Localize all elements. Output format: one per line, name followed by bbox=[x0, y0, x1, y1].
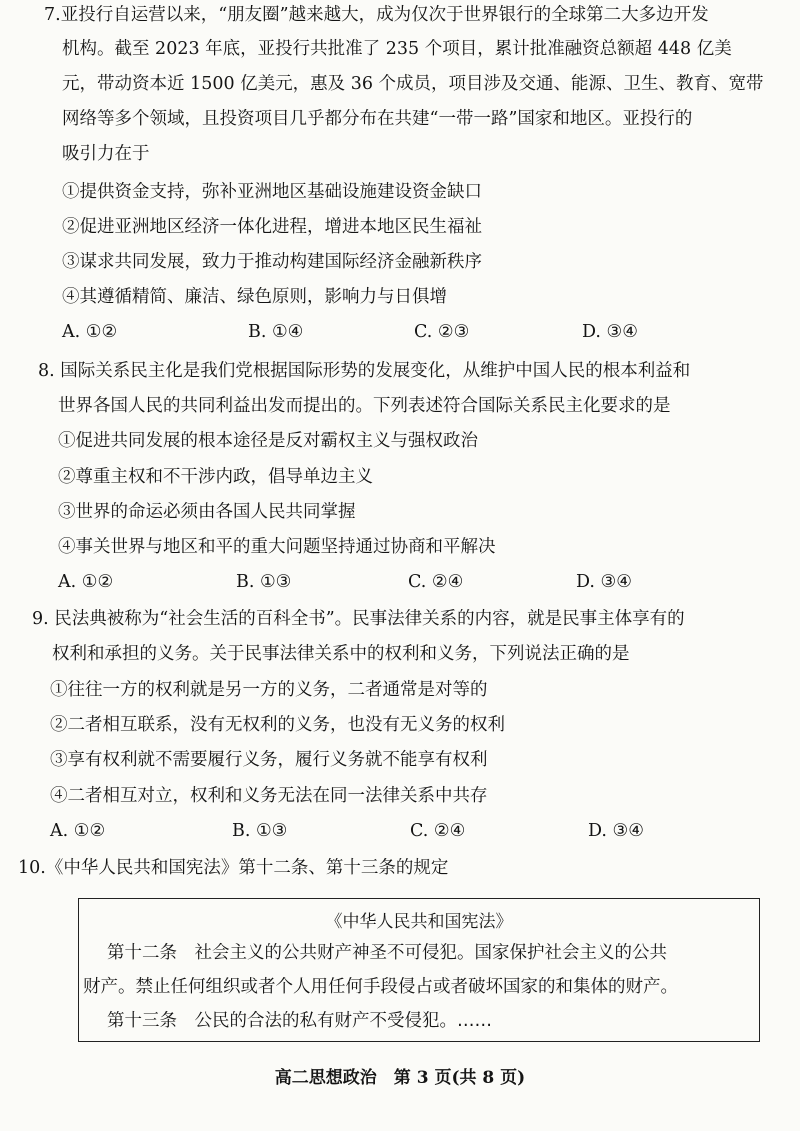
constitution-excerpt-box bbox=[78, 898, 760, 1042]
q9-statement: ④二者相互对立，权利和义务无法在同一法律关系中共存 bbox=[50, 786, 488, 806]
q7-stem-line: 机构。截至 2023 年底，亚投行共批准了 235 个项目，累计批准融资总额超 448 亿美 bbox=[62, 39, 732, 59]
excerpt-line: 财产。禁止任何组织或者个人用任何手段侵占或者破坏国家的和集体的财产。 bbox=[83, 977, 678, 997]
q9-statement: ②二者相互联系，没有无权利的义务，也没有无义务的权利 bbox=[50, 715, 505, 735]
excerpt-title: 《中华人民共和国宪法》 bbox=[325, 912, 513, 932]
q7-statement: ②促进亚洲地区经济一体化进程，增进本地区民生福祉 bbox=[62, 217, 482, 237]
q10-stem: 10.《中华人民共和国宪法》第十二条、第十三条的规定 bbox=[18, 858, 449, 878]
q8-statement: ④事关世界与地区和平的重大问题坚持通过协商和平解决 bbox=[58, 537, 496, 557]
q7-statement: ④其遵循精简、廉洁、绿色原则，影响力与日俱增 bbox=[62, 287, 447, 307]
q8-stem-line: 世界各国人民的共同利益出发而提出的。下列表述符合国际关系民主化要求的是 bbox=[58, 396, 671, 416]
q9-option-d[interactable]: D. ③④ bbox=[588, 821, 644, 841]
q8-statement: ②尊重主权和不干涉内政，倡导单边主义 bbox=[58, 467, 373, 487]
q9-stem-line: 权利和承担的义务。关于民事法律关系中的权利和义务，下列说法正确的是 bbox=[52, 644, 630, 664]
q8-stem-line: 8. 国际关系民主化是我们党根据国际形势的发展变化，从维护中国人民的根本利益和 bbox=[38, 361, 691, 381]
q8-option-c[interactable]: C. ②④ bbox=[408, 572, 464, 592]
q7-options bbox=[62, 321, 762, 343]
q9-option-c[interactable]: C. ②④ bbox=[410, 821, 466, 841]
q7-stem-line: 网络等多个领域，且投资项目几乎都分布在共建“一带一路”国家和地区。亚投行的 bbox=[62, 109, 693, 129]
q8-option-d[interactable]: D. ③④ bbox=[576, 572, 632, 592]
q8-statement: ③世界的命运必须由各国人民共同掌握 bbox=[58, 502, 356, 522]
q7-stem-line: 元，带动资本近 1500 亿美元，惠及 36 个成员，项目涉及交通、能源、卫生、教育、宽带 bbox=[62, 74, 764, 94]
excerpt-line: 第十二条 社会主义的公共财产神圣不可侵犯。国家保护社会主义的公共 bbox=[107, 943, 667, 963]
q7-statement: ③谋求共同发展，致力于推动构建国际经济金融新秩序 bbox=[62, 252, 482, 272]
q9-option-b[interactable]: B. ①③ bbox=[232, 821, 288, 841]
q9-statement: ③享有权利就不需要履行义务，履行义务就不能享有权利 bbox=[50, 750, 488, 770]
q7-option-d[interactable]: D. ③④ bbox=[582, 322, 638, 342]
q7-option-b[interactable]: B. ①④ bbox=[248, 322, 304, 342]
q7-option-c[interactable]: C. ②③ bbox=[414, 322, 470, 342]
q9-stem-line: 9. 民法典被称为“社会生活的百科全书”。民事法律关系的内容，就是民事主体享有的 bbox=[32, 609, 685, 629]
q7-stem-line: 吸引力在于 bbox=[62, 144, 150, 164]
q8-statement: ①促进共同发展的根本途径是反对霸权主义与强权政治 bbox=[58, 431, 478, 451]
q8-options bbox=[58, 571, 758, 593]
excerpt-line: 第十三条 公民的合法的私有财产不受侵犯。…… bbox=[107, 1011, 492, 1031]
q9-option-a[interactable]: A. ①② bbox=[50, 821, 106, 841]
page-footer: 高二思想政治 第 3 页(共 8 页) bbox=[274, 1068, 526, 1088]
q9-statement: ①往往一方的权利就是另一方的义务，二者通常是对等的 bbox=[50, 680, 488, 700]
q7-statement: ①提供资金支持，弥补亚洲地区基础设施建设资金缺口 bbox=[62, 182, 482, 202]
q7-option-a[interactable]: A. ①② bbox=[62, 322, 118, 342]
q9-options bbox=[50, 820, 750, 842]
q8-option-a[interactable]: A. ①② bbox=[58, 572, 114, 592]
q8-option-b[interactable]: B. ①③ bbox=[236, 572, 292, 592]
q7-stem-line: 7.亚投行自运营以来，“朋友圈”越来越大，成为仅次于世界银行的全球第二大多边开发 bbox=[44, 5, 709, 25]
